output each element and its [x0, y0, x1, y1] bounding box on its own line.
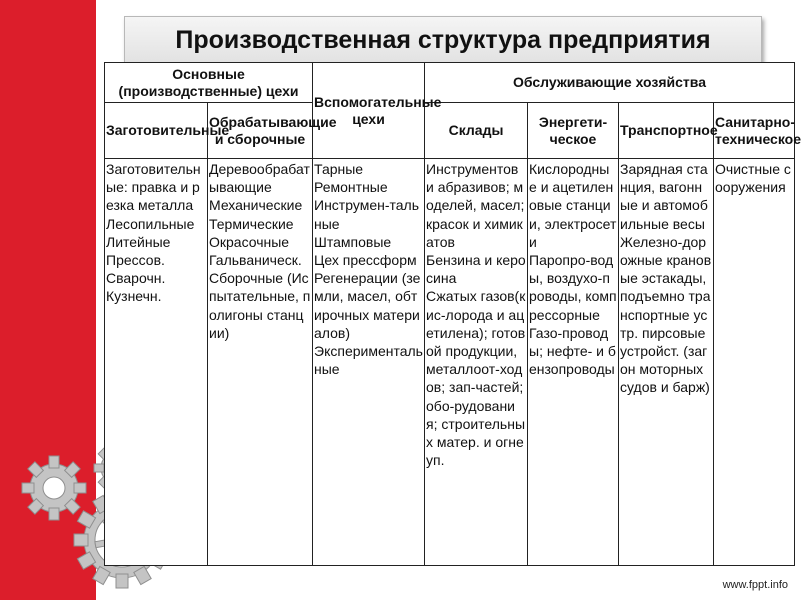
- footer-link[interactable]: www.fppt.info: [722, 579, 788, 591]
- cell-transport: Зарядная станция, вагонные и автомобильные весы Железно-дорожные крановые эстакады,подъемно транспортные устр. пирсовые устройст. (загон моторных судов и барж): [619, 159, 714, 566]
- header-processing: Обрабатывающие и сборочные: [208, 103, 313, 159]
- title-banner: [124, 16, 762, 64]
- header-procurement: Заготовительные: [105, 103, 208, 159]
- page-title: Производственная структура предприятия: [175, 25, 711, 54]
- cell-warehouses: Инструментов и абразивов; моделей, масел; красок и химикатов Бензина и керосина Сжатых газов(кис-лорода и ацетилена); готовой продукции, металлоот-ходов; зап-частей;обо-рудования; строительных матер. и огнеуп.: [425, 159, 528, 566]
- cell-energy: Кислородные и ацетиленовые станции, электросети Паропро-воды, воздухо-проводы, компрессорные Газо-проводы; нефте- и бензопроводы: [528, 159, 619, 566]
- header-auxiliary-shops: Вспомогательные цехи: [313, 63, 425, 159]
- cell-sanitary: Очистные сооружения: [714, 159, 795, 566]
- cell-processing: Деревообрабатывающие Механические Термические Окрасочные Гальваническ. Сборочные (Испытательные, полигоны станции): [208, 159, 313, 566]
- cell-procurement: Заготовительные: правка и резка металла Лесопильные Литейные Прессов. Сварочн. Кузнечн.: [105, 159, 208, 566]
- header-energy: Энергети-ческое: [528, 103, 619, 159]
- header-warehouses: Склады: [425, 103, 528, 159]
- header-main-shops: Основные (производственные) цехи: [105, 63, 313, 103]
- structure-table: [104, 62, 801, 566]
- header-transport: Транспортное: [619, 103, 714, 159]
- header-sanitary: Санитарно-техническое: [714, 103, 795, 159]
- header-service-facilities: Обслуживающие хозяйства: [425, 63, 795, 103]
- cell-auxiliary: Тарные Ремонтные Инструмен-тальные Штамповые Цех прессформ Регенерации (земли, масел, обтирочных материалов) Экспериментальные: [313, 159, 425, 566]
